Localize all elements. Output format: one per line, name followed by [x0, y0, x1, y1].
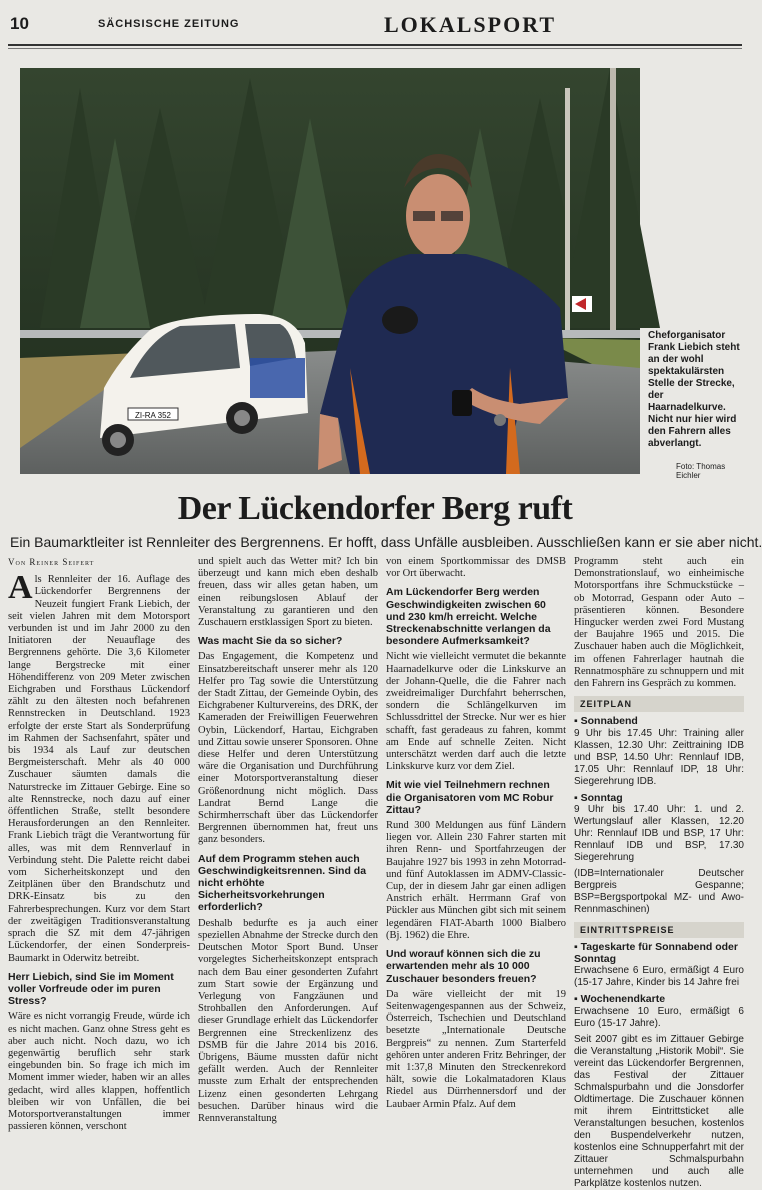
interview-answer: Rund 300 Meldungen aus fünf Ländern liegen vor. Allein 230 Fahrer starten mit ihren Renn- und Sportfahrzeugen der Baujahre 1927 bis 1993 in zehn Motorrad- und fünf Autoklassen im ADMV-Classic-Cup, der in diesem Jahr gar einen adligen Anstrich erhält. Herrmann Graf von Pückler aus München gibt sich mit seinem legendären FIAT-Abarth 1000 Bialbero (Bj. 1962) die Ehre. [386, 820, 566, 941]
page-header [8, 6, 742, 40]
price-weekend-title: ▪ Wochenendkarte [574, 993, 666, 1006]
interview-answer: Nicht wie vielleicht vermutet die bekannte Haarnadelkurve oder die Linkskurve an der Johann-Quelle, die die Fahrer nach zweidreimaliger Durchfahrt beherrschen, sondern die Schlängelkurven im Schlussdrittel der Strecke. Nur wer es hier schafft, fast geradeaus zu fahren, kommt am Ende auf schnelle Zeiten. Nicht unterschätzt werden darf auch die letzte Linkskurve kurz vor dem Ziel. [386, 651, 566, 773]
interview-question: Auf dem Programm stehen auch Geschwindigkeitsrennen. Sind da nicht erhöhte Sicherheitsvorkehrungen erforderlich? [198, 852, 367, 914]
price-day-title: ▪ Tageskarte für Sonnabend oder Sonntag [574, 941, 738, 966]
interview-question: Was macht Sie da so sicher? [198, 635, 343, 648]
schedule-saturday-title: ▪ Sonnabend [574, 715, 638, 728]
article-subhead: Ein Baumarktleiter ist Rennleiter des Bergrennens. Er hofft, dass Unfälle ausbleiben. Ausschließen kann er sie aber nicht. [10, 534, 762, 550]
interview-answer: von einem Sportkommissar des DMSB vor Ort überwacht. [386, 556, 566, 580]
price-weekend-text: Erwachsene 10 Euro, ermäßigt 6 Euro (15-17 Jahre). [574, 1005, 744, 1029]
interview-question: Und worauf können sich die zu erwartenden mehr als 10 000 Zuschauer besonders freuen? [386, 948, 541, 985]
article-photo [20, 68, 640, 474]
photo-credit: Foto: Thomas Eichler [676, 462, 726, 480]
price-day-text: Erwachsene 6 Euro, ermäßigt 4 Euro (15-17 Jahre, Kinder bis 14 Jahre frei [574, 965, 744, 989]
interview-answer: und spielt auch das Wetter mit? Ich bin überzeugt und kann mich eben deshalb freuen, dass wir alles getan haben, um einen reibungslosen Ablauf der Veranstaltung zu garantieren und den Zuschauern erstklassigen Sport zu bieten. [198, 556, 378, 629]
header-rule-thin [8, 48, 742, 49]
interview-question: Herr Liebich, sind Sie im Moment voller Vorfreude oder im puren Stress? [8, 970, 174, 1008]
article-headline: Der Lückendorfer Berg ruft [177, 490, 573, 527]
page-number: 10 [10, 14, 29, 33]
interview-question: Am Lückendorfer Berg werden Geschwindigkeiten zwischen 60 und 230 km/h erreicht. Welche Streckenabschnitte verlangen da besondere Aufmerksamkeit? [386, 586, 551, 648]
schedule-legend: (IDB=Internationaler Deutscher Bergpreis Gespanne; BSP=Bergsportpokal MZ- und Awo-Rennmaschinen) [574, 867, 744, 915]
interview-question: Mit wie viel Teilnehmern rechnen die Organisatoren vom MC Robur Zittau? [386, 779, 554, 816]
schedule-saturday-text: 9 Uhr bis 17.45 Uhr: Training aller Klassen, 12.30 Uhr: Zeittraining IDB und BSP, 14.50 Uhr: Rennlauf IDB, 17.05 Uhr: Rennlauf IDP, 18 Uhr: Siegerehrung IDB. [574, 727, 744, 787]
article-column-3 [386, 556, 566, 1110]
photo-illustration [20, 68, 640, 474]
license-plate: ZI-RA 352 [134, 411, 172, 420]
section-title: LOKALSPORT [383, 12, 556, 37]
interview-answer: Da wäre vielleicht der mit 19 Seitenwagengespannen aus der Schweiz, Österreich, Tschechien und Deutschland besetzte „Internationale Deutsche Bergpreis“ zu nennen. Zum Starterfeld gehören unter anderen Fritz Behringer, der mit 1:37,8 Minuten den Streckenrekord hält, sowie die Lokalmatadoren Klaus Riedel aus Dürrhennersdorf und der Laubaer Armin Pfalz. Auf dem [386, 988, 566, 1110]
schedule-sunday-text: 9 Uhr bis 17.40 Uhr: 1. und 2. Wertungslauf aller Klassen, 12.20 Uhr: Rennlauf IDB und BSP, 17 Uhr: Rennlauf IDB und BSP, 17.30 Siegerehrung [574, 803, 744, 863]
article-outro: Seit 2007 gibt es im Zittauer Gebirge die Veranstaltung „Historik Mobil“. Sie vereint das Lückendorfer Bergrennen, das Festival der Zittauer Schmalspurbahn und die Jonsdorfer Oldtimertage. Die Zuschauer können mit ihrem Eintrittsticket alle Veranstaltungen besuchen, kostenlos den Buspendelverkehr nutzen, kostenlos eine Schnupperfahrt mit der Zittauer Schmalspurbahn unternehmen und auch alle Parkplätze kostenlos nutzen. [574, 1033, 744, 1189]
article-column-4 [574, 556, 744, 1189]
schedule-sunday-title: ▪ Sonntag [574, 791, 623, 804]
interview-answer: Das Engagement, die Kompetenz und Einsatzbereitschaft unserer mehr als 120 Helfer pro Tag sowie die Unterstützung der Stadt Zittau, der Gemeinde Oybin, des Eichgrabener Kulturvereins, des DRK, der Kameraden der Freiwilligen Feuerwehren Oybin, Lückendorf, Hartau, Eichgraben und Zittau sowie unserer Sponsoren. Ohne diese Helfer und deren Unterstützung wäre die Organisation und Durchführung einer Motorsportveranstaltung dieser Größenordnung nicht möglich. Dass Landrat Bernd Lange die Schirmherrschaft über das Lückendorfer Bergrennen übernommen hat, freut uns ganz besonders. [198, 651, 378, 846]
prices-title: EINTRITTSPREISE [574, 922, 744, 938]
article-intro: Als Rennleiter der 16. Auflage des Lückendorfer Bergrennens der Neuzeit fungiert Frank Liebich, der seit vielen Jahren mit dem Motorsport verbunden ist und im Jahr 2000 zu den Initiatoren der Neuauflage des Bergrennens gehörte. Die 3,6 Kilometer lange Bergstrecke mit einer Höhendifferenz von 209 Meter zwischen Eichgraben und Forsthaus Lückendorf zählt zu den ältesten noch befahrenen Rennstrecken in Deutschland. 1923 erfolgte der erste Start als Sonderprüfung im Rahmen der Sachsenfahrt, später und bis 1934 als Lauf zur deutschen Bergmeisterschaft. Mehr als 40 000 Zuschauer säumten damals die Naturstrecke im Zittauer Gebirge. Eine so alte Rennstrecke, noch dazu auf einer öffentlichen Straße, stellt besondere Herausforderungen an den Rennleiter. Frank Liebich trägt die Verantwortung für alles, was mit dem Rennverlauf in Verbindung steht. Die Palette reicht dabei vom Sicherheitskonzept und den Zeitplänen über den Brandschutz und DRK-Einsatz bis zu den Fahrerbesprechungen. Kurz vor dem Start der zweitägigen Traditionsveranstaltung sprach die SZ mit dem 47-jährigen Lückendorfer, der einen Sonderpreis-Baumarkt in Oderwitz betreibt. [8, 569, 190, 964]
article-column-1 [8, 556, 190, 1133]
interview-answer: Wäre es nicht vorrangig Freude, würde ich es nicht machen. Ganz ohne Stress geht es aber auch nicht. Noch dazu, wo ich gegenwärtig beruflich sehr stark eingebunden bin. So frage ich mich im Moment immer wieder, haben wir an alles gedacht, wird alles klappen, hoffentlich bleiben wir von Unfällen, die bei Motorsportveranstaltungen immer passieren können, verschont [8, 1011, 190, 1133]
article-author: Von Reiner Seifert [8, 557, 95, 567]
interview-answer: Deshalb bedurfte es ja auch einer speziellen Abnahme der Strecke durch den Deutschen Motor Sport Bund. Unser vorgelegtes Sicherheitskonzept entsprach nach dem Bau einer gesonderten Zufahrt zum Start sowie der Ergänzung und Verlegung von Fangzäunen und Strohballen den Anforderungen. Auf dieser Grundlage erhielt das Lückendorfer Bergrennen eine Streckenlizenz des DSMB für die Jahre 2014 bis 2016. Übrigens, Bäume mussten dafür nicht gefällt werden. Auch der Rennleiter musste zum Erhalt der entsprechenden Lizenz einen gesonderten Lehrgang besuchen. Darüber hinaus wird die Rennveranstaltung [198, 917, 378, 1124]
photo-caption: Cheforganisator Frank Liebich steht an der wohl spektakulärsten Stelle der Strecke, der Haarnadelkurve. Nicht nur hier wird den Fahrern alles abverlangt. [648, 330, 740, 449]
header-rule [8, 44, 742, 46]
article-column-2 [198, 556, 378, 1124]
schedule-title: ZEITPLAN [574, 696, 744, 712]
interview-answer: Programm steht auch ein Demonstrationslauf, wo einheimische Motorsportfans ihre Schmuckstücke – ob Motorrad, Gespann oder Auto – präsentieren können. Besondere Hingucker werden zwei Ford Mustang der Baujahre 1965 und 2015. Die Zuschauer haben auch die Möglichkeit, im offenen Fahrerlager hautnah die Rennatmosphäre zu schnuppern und mit den Fahrern ins Gespräch zu kommen. [574, 556, 744, 690]
newspaper-name: SÄCHSISCHE ZEITUNG [98, 18, 240, 30]
